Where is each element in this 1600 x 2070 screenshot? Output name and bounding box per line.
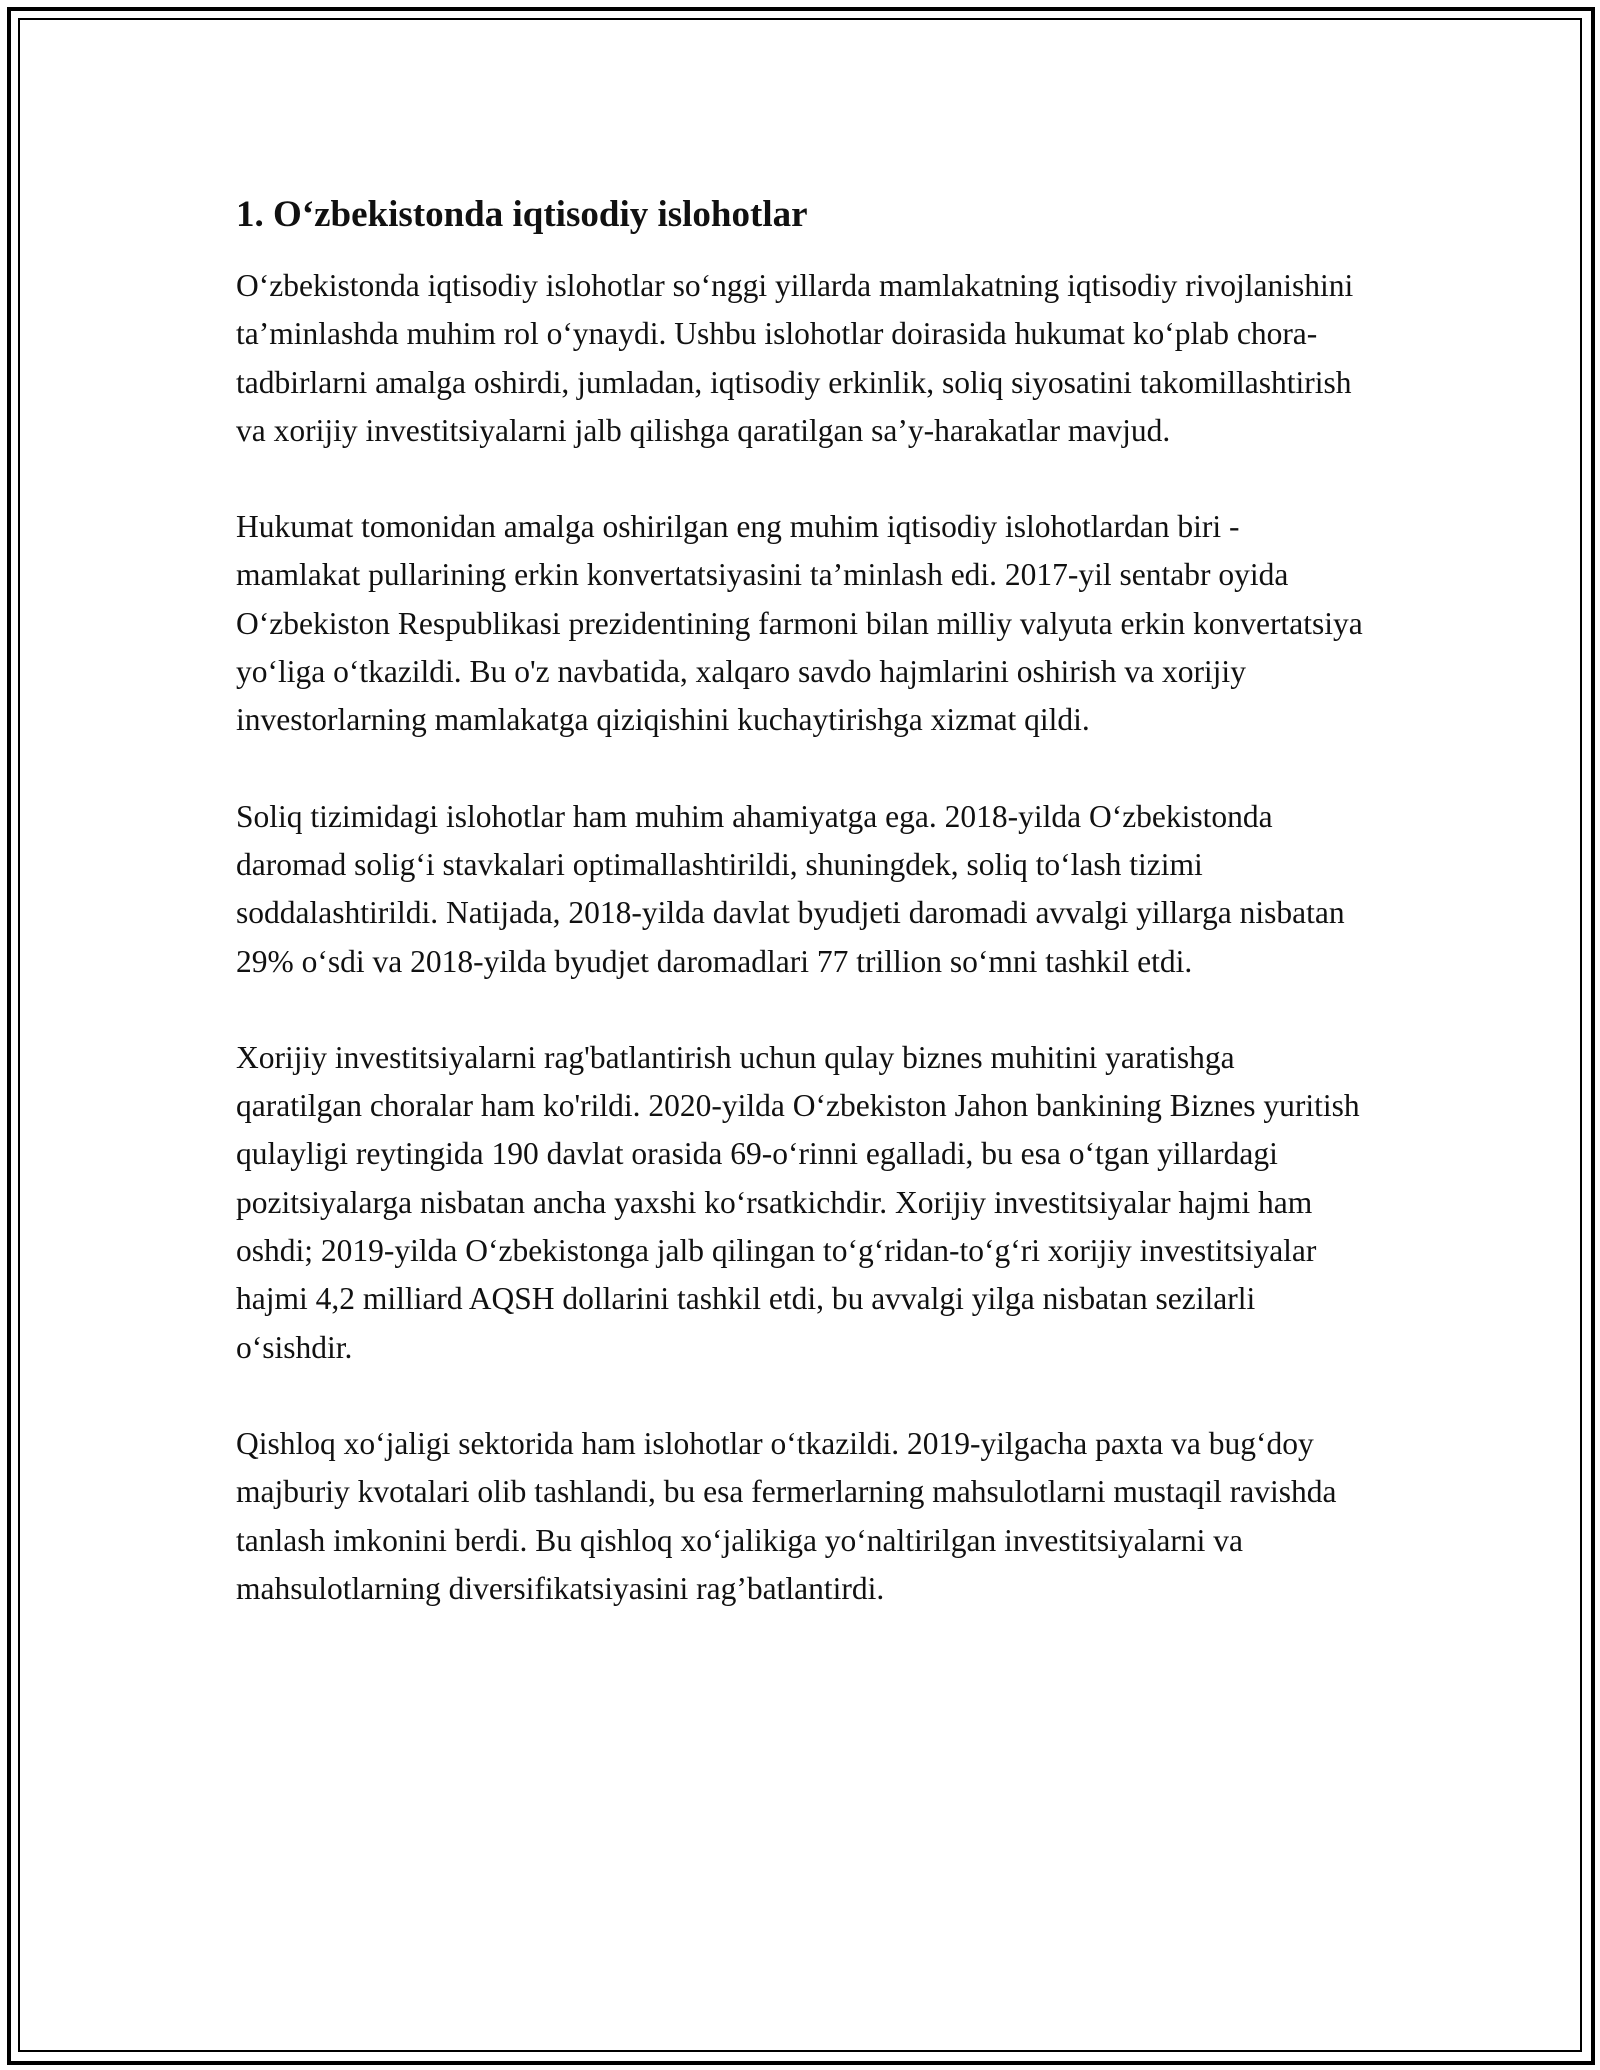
paragraph-tax-reform: Soliq tizimidagi islohotlar ham muhim ahamiyatga ega. 2018-yilda O‘zbekistonda daromad solig‘i stavkalari optimallashtirildi, shuningdek, soliq to‘lash tizimi soddalashtirildi. Natijada, 2018-yilda davlat byudjeti daromadi avvalgi yillarga nisbatan 29% o‘sdi va 2018-yilda byudjet daromadlari 77 trillion so‘mni tashkil etdi. [236, 798, 1345, 979]
paragraph-intro: O‘zbekistonda iqtisodiy islohotlar so‘nggi yillarda mamlakatning iqtisodiy rivojlanishini ta’minlashda muhim rol o‘ynaydi. Ushbu islohotlar doirasida hukumat ko‘plab chora-tadbirlarni amalga oshirdi, jumladan, iqtisodiy erkinlik, soliq siyosatini takomillashtirish va xorijiy investitsiyalarni jalb qilishga qaratilgan sa’y-harakatlar mavjud. [236, 268, 1354, 448]
section-heading: 1. O‘zbekistonda iqtisodiy islohotlar [236, 194, 808, 235]
paragraph-currency-reform: Hukumat tomonidan amalga oshirilgan eng muhim iqtisodiy islohotlardan biri - mamlakat pullarining erkin konvertatsiyasini ta’minlash edi. 2017-yil sentabr oyida O‘zbekiston Respublikasi prezidentining farmoni bilan milliy valyuta erkin konvertatsiya yo‘liga o‘tkazildi. Bu o'z navbatida, xalqaro savdo hajmlarini oshirish va xorijiy investorlarning mamlakatga qiziqishini kuchaytirishga xizmat qildi. [236, 509, 1363, 738]
paragraph-agriculture-reform: Qishloq xo‘jaligi sektorida ham islohotlar o‘tkazildi. 2019-yilgacha paxta va bug‘doy majburiy kvotalari olib tashlandi, bu esa fermerlarning mahsulotlarni mustaqil ravishda tanlash imkonini berdi. Bu qishloq xo‘jalikiga yo‘naltirilgan investitsiyalarni va mahsulotlarning diversifikatsiyasini rag’batlantirdi. [236, 1425, 1337, 1606]
paragraph-foreign-investment: Xorijiy investitsiyalarni rag'batlantirish uchun qulay biznes muhitini yaratishga qaratilgan choralar ham ko'rildi. 2020-yilda O‘zbekiston Jahon bankining Biznes yuritish qulayligi reytingida 190 davlat orasida 69-o‘rinni egalladi, bu esa o‘tgan yillardagi pozitsiyalarga nisbatan ancha yaxshi ko‘rsatkichdir. Xorijiy investitsiyalar hajmi ham oshdi; 2019-yilda O‘zbekistonga jalb qilingan to‘g‘ridan-to‘g‘ri xorijiy investitsiyalar hajmi 4,2 milliard AQSH dollarini tashkil etdi, bu avvalgi yilga nisbatan sezilarli o‘sishdir. [236, 1039, 1360, 1365]
document-body [236, 190, 1366, 1661]
